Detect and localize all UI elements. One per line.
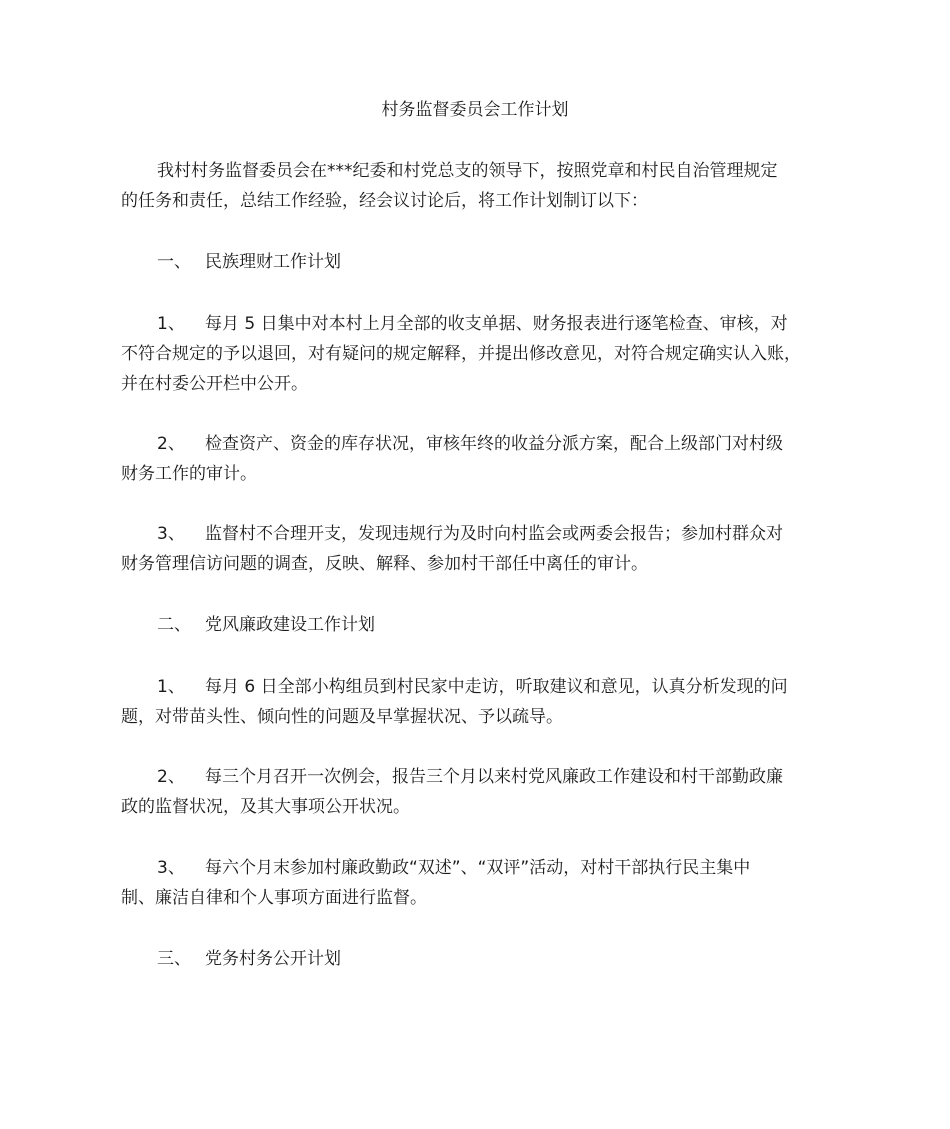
- section-3-heading: [121, 944, 833, 974]
- section-2-heading: [121, 610, 833, 640]
- intro-line-1: 我村村务监督委员会在***纪委和村党总支的领导下，按照党章和村民自治管理规定: [157, 161, 778, 181]
- section-1-heading: [121, 247, 833, 277]
- section-2-item-1: 1、 每月 6 日全部小构组员到村民家中走访，听取建议和意见，认真分析发现的问 题，对带苗头性、倾向性的问题及早掌握状况、予以疏导。: [121, 672, 833, 732]
- section-1-number: 一、: [157, 252, 191, 272]
- section-1-item-1: 1、 每月 5 日集中对本村上月全部的收支单据、财务报表进行逐笔检查、审核，对 不符合规定的予以退回，对有疑问的规定解释，并提出修改意见，对符合规定确实认入账， 并在村委公开栏中公开。: [121, 309, 833, 399]
- section-1-item-3: 3、 监督村不合理开支，发现违规行为及时向村监会或两委会报告；参加村群众对 财务管理信访问题的调查，反映、解释、参加村干部任中离任的审计。: [121, 519, 833, 579]
- intro-paragraph: [121, 156, 833, 216]
- section-2-item-3: 3、 每六个月末参加村廉政勤政“双述”、“双评”活动，对村干部执行民主集中 制、廉洁自律和个人事项方面进行监督。: [121, 853, 833, 913]
- document-title: 村务监督委员会工作计划: [381, 100, 569, 120]
- item-number: 1、: [157, 677, 185, 697]
- item-number: 2、: [157, 767, 185, 787]
- item-number: 3、: [157, 524, 185, 544]
- intro-line-2: 的任务和责任，总结工作经验，经会议讨论后，将工作计划制订以下：: [121, 191, 648, 211]
- section-1-title: 民族理财工作计划: [205, 252, 341, 272]
- section-1-item-2: 2、 检查资产、资金的库存状况，审核年终的收益分派方案，配合上级部门对村级 财务工作的审计。: [121, 429, 833, 489]
- section-2-number: 二、: [157, 615, 191, 635]
- item-number: 2、: [157, 434, 185, 454]
- section-3-number: 三、: [157, 949, 191, 969]
- item-number: 1、: [157, 314, 185, 334]
- section-2-title: 党风廉政建设工作计划: [205, 615, 375, 635]
- section-3-title: 党务村务公开计划: [205, 949, 341, 969]
- item-number: 3、: [157, 858, 185, 878]
- section-2-item-2: 2、 每三个月召开一次例会，报告三个月以来村党风廉政工作建设和村干部勤政廉 政的监督状况，及其大事项公开状况。: [121, 762, 833, 822]
